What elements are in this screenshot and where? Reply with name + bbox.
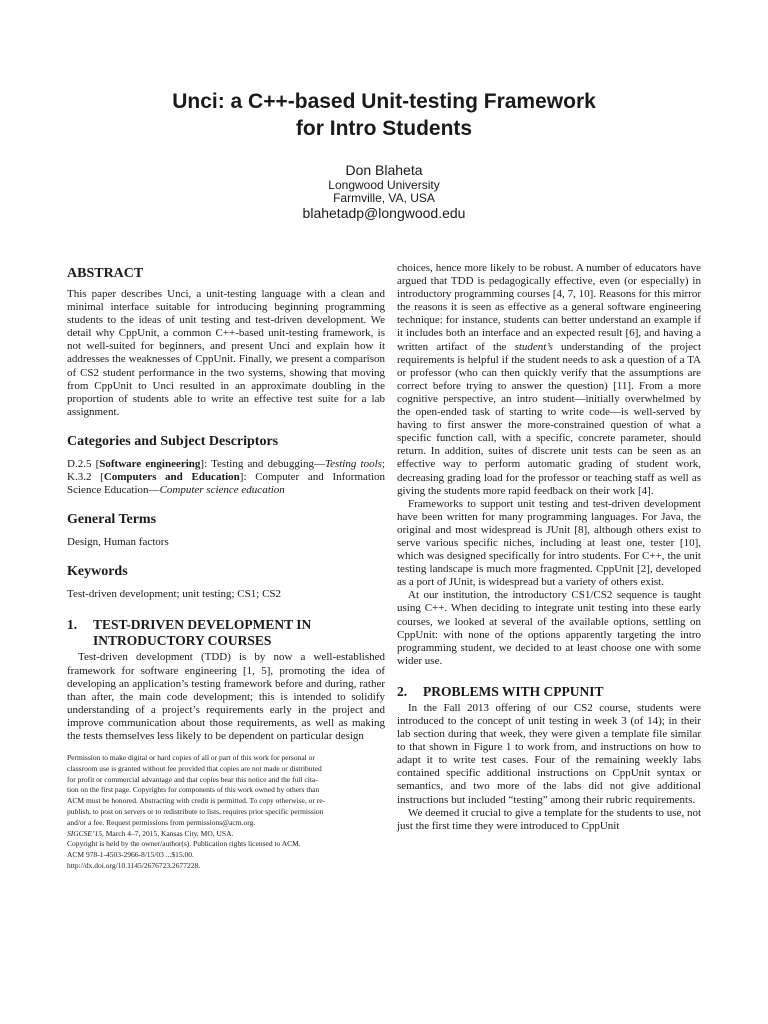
footnote-line: Permission to make digital or hard copies of all or part of this work for personal or	[67, 753, 315, 763]
intro-text-italic: student’s	[514, 340, 553, 353]
left-column	[67, 262, 385, 872]
footnote-line: and/or a fee. Request permissions from permissions@acm.org.	[67, 817, 256, 827]
conference-name: SIGCSE’15,	[67, 828, 104, 838]
author-name: Don Blaheta	[345, 162, 423, 178]
categories-italic-1: Testing tools	[324, 457, 382, 470]
categories-heading: Categories and Subject Descriptors	[67, 433, 279, 449]
keywords-text: Test-driven development; unit testing; CS1; CS2	[67, 588, 282, 601]
abstract-text: This paper describes Unci, a unit-testing language with a clean and minimal interface suitable for introducing beginning programming students to the ideas of unit testing and test-driven development. We detail why CppUnit, a common C++-based unit-testing framework, is not well-suited for beginners, and present Unci and explain how it addresses the weaknesses of CppUnit. Finally, we present a comparison of CS2 student performance in the two systems, showing that moving from CppUnit to Unci resulted in an approximate doubling in the proportion of students able to write an effective test suite for a lab assignment.	[67, 288, 385, 418]
footnote-line: Copyright is held by the owner/author(s). Publication rights licensed to ACM.	[67, 839, 301, 849]
section-1-title-line-2: INTRODUCTORY COURSES	[93, 633, 272, 649]
conference-details: March 4–7, 2015, Kansas City, MO, USA.	[103, 828, 234, 838]
section-1-title	[93, 617, 311, 649]
general-terms-heading: General Terms	[67, 512, 157, 528]
paper-header	[0, 88, 768, 221]
title-line-2: for Intro Students	[295, 117, 473, 140]
right-column	[397, 262, 701, 833]
section-2-heading	[397, 684, 701, 700]
section-2-paragraph-2: We deemed it crucial to give a template for the students to use, not just the first time they were introduced to CppUnit	[397, 806, 701, 832]
footnote-line: publish, to post on servers or to redistribute to lists, requires prior specific permission	[67, 807, 324, 817]
categories-code-1: D.2.5 [	[67, 457, 100, 470]
section-2-title: PROBLEMS WITH CPPUNIT	[423, 683, 604, 699]
paper-title	[0, 88, 768, 142]
categories-bold-2: Computers and Education	[103, 471, 240, 484]
author-location: Farmville, VA, USA	[333, 191, 435, 205]
categories-bold-1: Software engineering	[99, 457, 201, 470]
copyright-footnote	[67, 753, 385, 872]
keywords-heading: Keywords	[67, 564, 128, 580]
intro-continuation-paragraph	[397, 262, 701, 498]
footnote-line: ACM must be honored. Abstracting with credit is permitted. To copy otherwise, or re-	[67, 796, 326, 806]
intro-text-b: understanding of the project requirements is helpful if the student needs to ask a question of a TA or professor (who can then quickly verify that the assumptions are correct before trying to answer the question) [11]. From a more cognitive perspective, an intro student—initially overwhelmed by the open-ended task of starting to write code—is well-served by having to first answer the more-constrained question of what a specific function call, with a specific, concrete parameter, should return. In addition, suites of discrete unit tests can be seen as an effective way to perform automatic grading of student work, decreasing grading load for the professor or teaching staff as well as giving the students more rapid feedback on their work [4].	[397, 340, 701, 497]
categories-mid-1: ]: Testing and debugging—	[200, 457, 325, 470]
categories-mid-3: ]: Computer and Information Science Education—	[67, 471, 386, 497]
footnote-line: ACM 978-1-4503-2966-8/15/03 ...$15.00.	[67, 850, 194, 860]
abstract-heading: ABSTRACT	[67, 266, 144, 281]
author-email: blahetadp@longwood.edu	[302, 205, 466, 221]
section-1-heading	[67, 617, 385, 649]
footnote-line: tion on the first page. Copyrights for components of this work owned by others than	[67, 785, 320, 795]
author-affiliation: Longwood University	[328, 178, 440, 192]
section-1-title-line-1: TEST-DRIVEN DEVELOPMENT IN	[93, 617, 312, 633]
institution-paragraph: At our institution, the introductory CS1/CS2 sequence is taught using C++. When deciding to integrate unit testing into these early courses, we looked at several of the available options, settling on CppUnit: with none of the options apparently targeting the intro programming student, we decided to at least choose one with some wider use.	[397, 589, 701, 667]
categories-italic-2: Computer science education	[159, 484, 285, 497]
footnote-line: for profit or commercial advantage and that copies bear this notice and the full cita-	[67, 774, 318, 784]
section-2-paragraph-1: In the Fall 2013 offering of our CS2 course, students were introduced to the concept of unit testing in week 3 (of 14); in their lab section during that week, they were given a template file similar to that shown in Figure 1 to work from, and instructions on how to adapt it to write test cases. Four of the remaining weekly labs contained specific additional instructions on CppUnit syntax or semantics, and two more of the labs did not give additional instructions but included “testing” among their rubric requirements.	[397, 701, 701, 806]
section-1-paragraph: Test-driven development (TDD) is by now a well-established framework for software engineering [1, 5], promoting the idea of developing an application’s testing framework before and during, rather than after, the main code development; this is intended to solidify understanding of a project’s requirements early in the project and improve communication about those requirements, as well as making the tests themselves less likely to be dependent on particular design	[67, 651, 385, 742]
categories-text	[67, 458, 385, 497]
section-1-number: 1.	[67, 617, 78, 633]
title-line-1: Unci: a C++-based Unit-testing Framework	[172, 90, 596, 113]
frameworks-paragraph: Frameworks to support unit testing and test-driven development have been written for many programming languages. For Java, the original and most widespread is JUnit [8], although others exist to serve various specific niches, including at least one, tester [10], which was designed specifically for intro students. For C++, the unit testing landscape is much more fragmented. CppUnit [2], developed as a port of JUnit, is widespread but a variety of others exist.	[397, 497, 701, 589]
footnote-doi[interactable]: http://dx.doi.org/10.1145/2676723.2677228.	[67, 861, 201, 871]
section-2-number: 2.	[397, 683, 408, 699]
footnote-conference	[67, 829, 385, 840]
footnote-line: classroom use is granted without fee provided that copies are not made or distributed	[67, 763, 322, 773]
general-terms-text: Design, Human factors	[67, 536, 169, 549]
intro-text-a: choices, hence more likely to be robust. A number of educators have argued that TDD is pedagogically effective, even (or especially) in introductory programming courses [4, 7, 10]. Reasons for this mirror the reasons it is seen as effective as a general software engineering technique: for instance, students can better understand an example if it includes both an interface and an expected result [6], and having a written artifact of the	[397, 262, 701, 353]
categories-mid-2: ; K.3.2 [	[67, 457, 385, 484]
